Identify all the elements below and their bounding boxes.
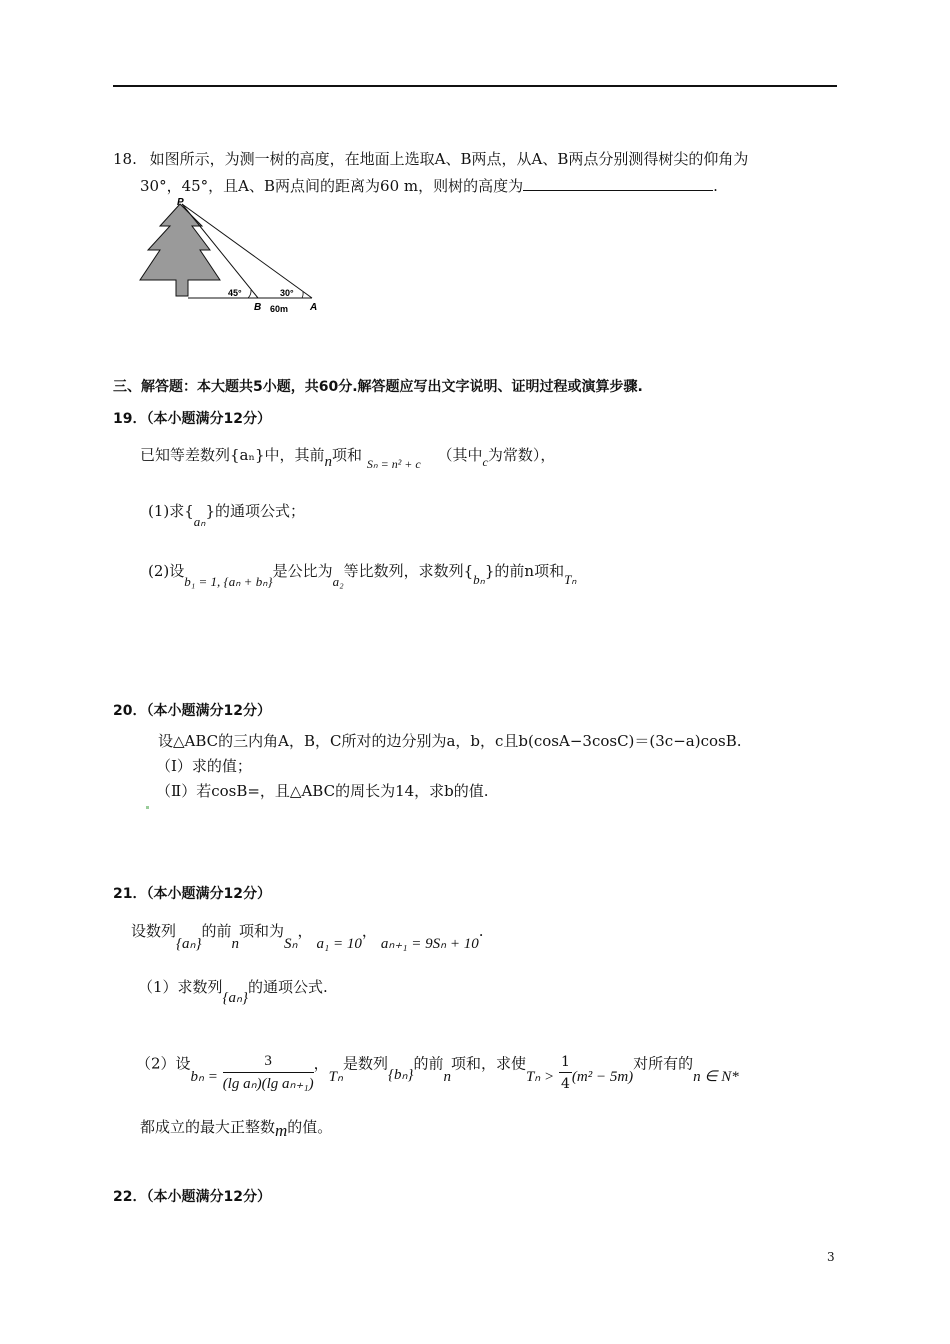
label-b: B bbox=[254, 302, 262, 313]
q21-p2-g: 都成立的最大正整数 bbox=[140, 1118, 276, 1136]
q18-line2 bbox=[140, 176, 718, 195]
tree-figure bbox=[138, 196, 338, 318]
q20-line3: （Ⅱ）若cosB=，且△ABC的周长为14，求b的值. bbox=[156, 782, 489, 800]
q19-p2-c: 等比数列，求数列{ bbox=[343, 562, 474, 580]
q19-p2-tn: Tₙ bbox=[564, 572, 577, 587]
q21-p2-f: 对所有的 bbox=[633, 1054, 694, 1073]
q21-part2 bbox=[136, 1044, 739, 1092]
q21-p2-tn: Tₙ bbox=[328, 1068, 343, 1085]
q22-header: 22．（本小题满分12分） bbox=[113, 1189, 271, 1205]
q19-p1-a: (1)求{ bbox=[148, 502, 194, 520]
q21-l1-e: ， bbox=[361, 922, 377, 940]
q21-l1-d: ， bbox=[297, 922, 313, 940]
q21-p2-n: n bbox=[443, 1068, 451, 1085]
q19-var-c: c bbox=[482, 455, 488, 469]
q18-end: . bbox=[713, 177, 718, 195]
q21-l1-c: 项和为 bbox=[239, 922, 285, 940]
q19-p1-b: }的通项公式； bbox=[205, 502, 306, 520]
q21-p2-quarter-den: 4 bbox=[560, 1075, 570, 1092]
q21-l1-n: n bbox=[231, 936, 240, 952]
label-30: 30° bbox=[280, 288, 294, 298]
label-45: 45° bbox=[228, 288, 242, 298]
q20-line1: 设△ABC的三内角A，B，C所对的边分别为a，b，c且b(cosA−3cosC)＝(3c−a)cosB. bbox=[158, 732, 742, 750]
q21-l1-an: {aₙ} bbox=[176, 936, 202, 952]
q21-p2-num: 3 bbox=[223, 1052, 314, 1073]
q21-l1-a: 设数列 bbox=[131, 922, 177, 940]
q21-p2-den: (lg aₙ)(lg aₙ₊₁) bbox=[222, 1076, 314, 1092]
q21-p2-fraction bbox=[223, 1052, 314, 1093]
q19-stem-a: 已知等差数列{aₙ}中，其前 bbox=[140, 446, 325, 464]
q21-p2-c: 是数列 bbox=[342, 1054, 388, 1073]
q21-p2-ineq-a: Tₙ > bbox=[525, 1068, 555, 1085]
label-60m: 60m bbox=[270, 304, 289, 314]
q21-l1-b: 的前 bbox=[201, 922, 232, 940]
q21-p2-bn: bₙ = bbox=[190, 1068, 218, 1085]
q21-l1-a1: a₁ = 10 bbox=[316, 936, 362, 952]
q19-var-n: n bbox=[324, 454, 333, 470]
q21-l1-rec: aₙ₊₁ = 9Sₙ + 10 bbox=[380, 936, 479, 952]
q19-stem-b: 项和 bbox=[332, 446, 363, 464]
q19-sn-formula: Sₙ = n² + c bbox=[366, 457, 421, 471]
q21-line1 bbox=[131, 922, 484, 952]
q19-header: 19．（本小题满分12分） bbox=[113, 411, 271, 427]
label-p: P bbox=[177, 197, 184, 208]
q21-p2-m: m bbox=[275, 1121, 288, 1140]
q20-header: 20．（本小题满分12分） bbox=[113, 703, 271, 719]
q21-part2-cont bbox=[140, 1118, 333, 1140]
q20-line2: （Ⅰ）求的值； bbox=[156, 757, 252, 775]
q19-p2-a2: a₂ bbox=[332, 574, 344, 589]
q21-p2-b: ， bbox=[313, 1054, 329, 1073]
answer-blank[interactable] bbox=[523, 176, 713, 191]
stray-dot bbox=[146, 806, 149, 809]
section-heading: 三、解答题：本大题共5小题，共60分.解答题应写出文字说明、证明过程或演算步骤. bbox=[113, 379, 643, 395]
label-a: A bbox=[310, 302, 318, 313]
q19-p2-a: (2)设 bbox=[148, 562, 185, 580]
q19-stem-d: 为常数）， bbox=[487, 446, 556, 464]
q19-stem-c: （其中 bbox=[437, 446, 483, 464]
q19-p2-b: 是公比为 bbox=[272, 562, 333, 580]
q21-p2-a: （2）设 bbox=[136, 1054, 191, 1073]
q18-text-line2: 30°，45°，且A、B两点间的距离为60 m，则树的高度为 bbox=[140, 177, 524, 195]
q21-p2-ineq-b: (m² − 5m) bbox=[571, 1068, 634, 1085]
q18-line1 bbox=[113, 150, 748, 168]
q21-p1-b: 的通项公式. bbox=[248, 978, 328, 996]
q21-p2-quarter-num: 1 bbox=[559, 1053, 572, 1073]
q21-p1-a: （1）求数列 bbox=[138, 978, 223, 996]
top-rule bbox=[113, 85, 837, 87]
q21-p2-quarter bbox=[559, 1053, 572, 1093]
q19-part1 bbox=[148, 502, 306, 529]
q19-p2-bn: bₙ bbox=[473, 572, 485, 587]
tree-icon bbox=[140, 204, 220, 296]
page-number: 3 bbox=[827, 1250, 835, 1264]
q21-p2-e: 项和，求使 bbox=[450, 1054, 526, 1073]
q21-l1-sn: Sₙ bbox=[284, 936, 298, 952]
q21-p2-bseq: {bₙ} bbox=[387, 1066, 414, 1083]
q18-number: 18. bbox=[113, 150, 137, 168]
q21-p2-set: n ∈ N* bbox=[693, 1068, 739, 1085]
q21-header: 21．（本小题满分12分） bbox=[113, 886, 271, 902]
q21-l1-f: . bbox=[478, 922, 484, 940]
q19-p2-expr: b₁ = 1, {aₙ + bₙ} bbox=[184, 574, 273, 589]
q21-p2-h: 的值。 bbox=[287, 1118, 333, 1136]
q19-stem bbox=[140, 446, 556, 471]
q18-text-line1: 如图所示，为测一树的高度，在地面上选取A、B两点，从A、B两点分别测得树尖的仰角为 bbox=[149, 150, 749, 168]
q19-p1-an: aₙ bbox=[193, 514, 206, 529]
q19-p2-d: }的前n项和 bbox=[484, 562, 565, 580]
q19-part2 bbox=[148, 562, 577, 589]
q21-part1 bbox=[138, 978, 328, 1006]
q21-p2-d: 的前 bbox=[413, 1054, 444, 1073]
q21-p1-an: {aₙ} bbox=[222, 990, 249, 1006]
